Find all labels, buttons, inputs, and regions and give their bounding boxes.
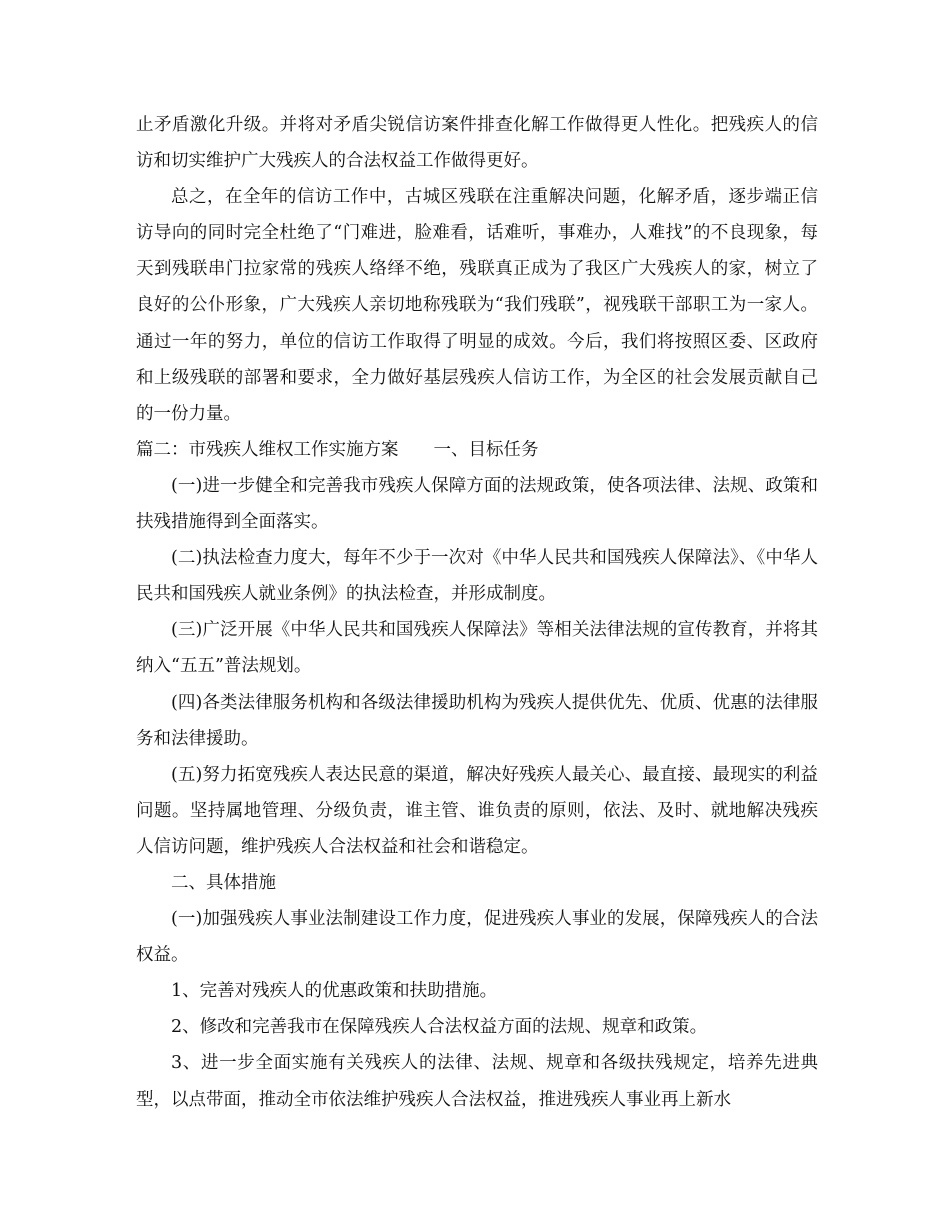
paragraph-goal-5: (五)努力拓宽残疾人表达民意的渠道，解决好残疾人最关心、最直接、最现实的利益问题。坚持属地管理、分级负责，谁主管、谁负责的原则，依法、及时、就地解决残疾人信访问题，维护残疾人合法权益和社会和谐稳定。 [136,764,818,857]
section-heading-measures: 二、具体措施 [171,872,276,893]
list-item-3: 3、进一步全面实施有关残疾人的法律、法规、规章和各级扶残规定，培养先进典型，以点带面，推动全市依法维护残疾人合法权益，推进残疾人事业再上新水 [136,1053,818,1110]
document-body [136,107,818,1118]
paragraph-measure-1: (一)加强残疾人事业法制建设工作力度，促进残疾人事业的发展，保障残疾人的合法权益。 [136,909,818,966]
list-item-1: 1、完善对残疾人的优惠政策和扶助措施。 [171,981,498,1002]
paragraph-1: 止矛盾激化升级。并将对矛盾尖锐信访案件排查化解工作做得更人性化。把残疾人的信访和切实维护广大残疾人的合法权益工作做得更好。 [136,115,818,172]
section-heading-part-two: 篇二：市残疾人维权工作实施方案 一、目标任务 [136,439,539,460]
paragraph-goal-4: (四)各类法律服务机构和各级法律援助机构为残疾人提供优先、优质、优惠的法律服务和法律援助。 [136,692,818,749]
paragraph-goal-3: (三)广泛开展《中华人民共和国残疾人保障法》等相关法律法规的宣传教育，并将其纳入“五五”普法规划。 [136,620,818,677]
paragraph-2: 总之，在全年的信访工作中，古城区残联在注重解决问题，化解矛盾，逐步端正信访导向的同时完全杜绝了“门难进，脸难看，话难听，事难办，人难找”的不良现象，每天到残联串门拉家常的残疾人络绎不绝，残联真正成为了我区广大残疾人的家，树立了良好的公仆形象，广大残疾人亲切地称残联为“我们残联”，视残联干部职工为一家人。通过一年的努力，单位的信访工作取得了明显的成效。今后，我们将按照区委、区政府和上级残联的部署和要求，全力做好基层残疾人信访工作，为全区的社会发展贡献自己的一份力量。 [136,187,818,424]
paragraph-goal-2: (二)执法检查力度大，每年不少于一次对《中华人民共和国残疾人保障法》、《中华人民共和国残疾人就业条例》的执法检查，并形成制度。 [136,548,818,605]
list-item-2: 2、修改和完善我市在保障残疾人合法权益方面的法规、规章和政策。 [171,1017,708,1038]
paragraph-goal-1: (一)进一步健全和完善我市残疾人保障方面的法规政策，使各项法律、法规、政策和扶残措施得到全面落实。 [136,475,818,533]
